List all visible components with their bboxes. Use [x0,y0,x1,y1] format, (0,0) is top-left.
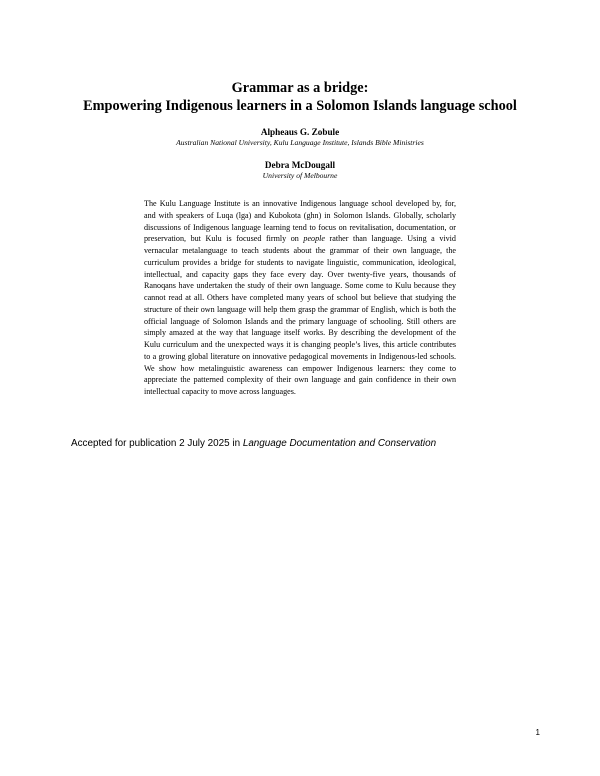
author-affiliation: Australian National University, Kulu Language Institute, Islands Bible Ministries [176,138,424,147]
author-affiliation: University of Melbourne [262,171,338,180]
abstract-emphasis: people [303,234,325,244]
author-block [0,126,600,148]
title-line-1: Grammar as a bridge: [231,80,369,96]
abstract-text-part2: rather than language. Using a vivid vernacular metalanguage to teach students about the grammar of their own language, the curriculum provides a bridge for students to navigate linguistic, communication, ideological, intellectual, and capacity gaps they face every day. Over twenty-five years, thousands of Ranoqans have undertaken the study of their own language. Some come to Kulu because they cannot read at all. Others have completed many years of school but believe that studying the structure of their own language will help them grasp the grammar of English, which is both the official language of Solomon Islands and the primary language of schooling. Still others are simply amazed at the way that language itself works. By describing the development of the Kulu curriculum and the unexpected ways it is changing people’s lives, this article contributes to a growing global literature on innovative pedagogical movements in Indigenous-led schools. We show how metalinguistic awareness can empower Indigenous learners: they come to appreciate the patterned complexity of their own language and gain confidence in their own intellectual capacity to move across languages. [144,234,456,396]
acceptance-prefix: Accepted for publication 2 July 2025 in [71,438,243,449]
paper-title [0,80,600,115]
author-name: Alpheaus G. Zobule [260,127,340,137]
acceptance-note [71,437,551,450]
abstract [144,198,456,398]
abstract-text-part1: The Kulu Language Institute is an innovative Indigenous language school developed by, for, and with speakers of Luqa (lga) and Kubokota (ghn) in Solomon Islands. Globally, scholarly discussions of Indigenous language learning tend to focus on revitalisation, documentation, or preservation, but Kulu is focused firmly on [144,199,456,244]
title-line-2: Empowering Indigenous learners in a Solomon Islands language school [83,97,517,114]
abstract-paragraph [144,198,456,398]
author-block [0,159,600,181]
page-number: 1 [535,728,540,737]
journal-name: Language Documentation and Conservation [242,438,437,449]
author-name: Debra McDougall [264,160,336,170]
